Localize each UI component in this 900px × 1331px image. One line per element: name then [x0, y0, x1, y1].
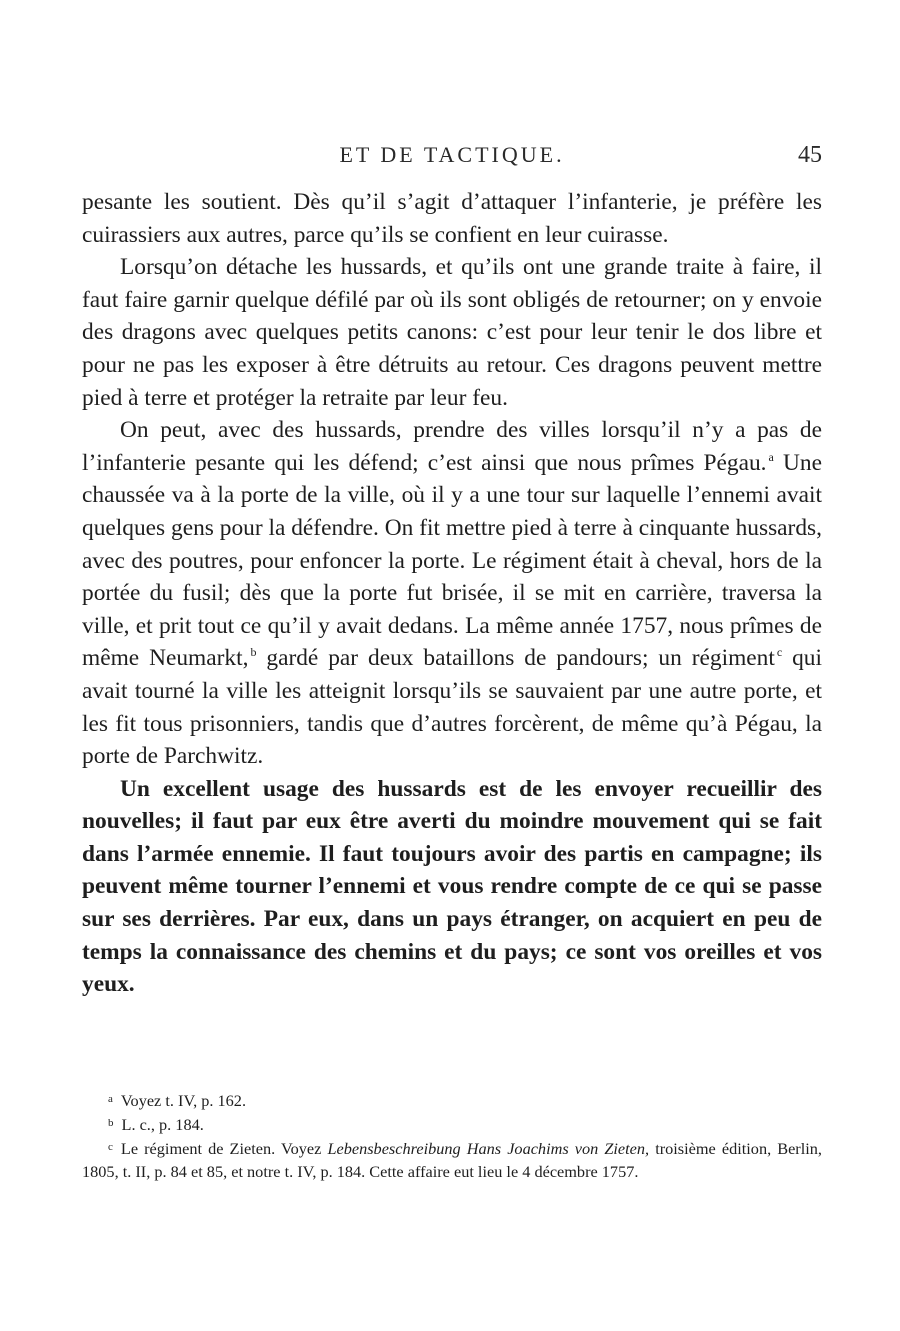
footnote-text: Voyez t. IV, p. 162.: [120, 1091, 247, 1110]
paragraph-text: Un excellent usage des hussards est de les envoyer recueillir des nouvelles; il faut par eux être averti du moindre mouvement qui se fait dans l’armée ennemie. Il faut toujours avoir des partis en campagne; ils peuvent même tourner l’ennemi et vous rendre compte de ce qui se passe sur ses derrières. Par eux, dans un pays étranger, on acquiert en peu de temps la connaissance des chemins et du pays; ce sont vos oreilles et vos yeux.: [82, 775, 822, 998]
paragraph-text: qui avait tourné la ville les atteignit lorsqu’ils se sauvaient par une autre porte, et les fit tous prisonniers, tandis que d’autres forcèrent, de même qu’à Pégau, la porte de Parchwitz.: [82, 645, 822, 770]
paragraph-text: gardé par deux bataillons de pandours; un régiment: [256, 645, 775, 672]
paragraph-text: On peut, avec des hussards, prendre des villes lorsqu’il n’y a pas de l’infanterie pesante qui les défend; c’est ainsi que nous prîmes Pégau.: [82, 417, 822, 476]
paragraph-2: [82, 251, 822, 414]
footnote-c: [82, 1136, 822, 1183]
footnote-mark: b: [108, 1117, 114, 1129]
footnote-text: L. c., p. 184.: [121, 1115, 204, 1134]
paragraph-3: [82, 414, 822, 773]
footnote-b: [82, 1112, 822, 1136]
footnote-mark: a: [108, 1093, 113, 1105]
page-number: 45: [798, 142, 822, 168]
footnote-book-title: Lebensbeschreibung Hans Joachims von Zieten,: [327, 1139, 650, 1158]
footnote-ref-b[interactable]: b: [250, 645, 257, 660]
footnote-text: Le régiment de Zieten. Voyez: [120, 1139, 328, 1158]
paragraph-text: Une chaussée va à la porte de la ville, où il y a une tour sur laquelle l’ennemi avait quelques gens pour la défendre. On fit mettre pied à terre à cinquante hussards, avec des poutres, pour enfoncer la porte. Le régiment était à cheval, hors de la portée du fusil; dès que la porte fut brisée, il se mit en carrière, traversa la ville, et prit tout ce qu’il y avait dedans. La même année 1757, nous prîmes de même Neumarkt,: [82, 449, 822, 672]
running-head: [82, 142, 822, 178]
footnote-ref-c[interactable]: c: [776, 645, 783, 660]
footnote-ref-a[interactable]: a: [768, 449, 774, 464]
footnote-mark: c: [108, 1141, 113, 1153]
paragraph-1: [82, 186, 822, 251]
paragraph-text: pesante les soutient. Dès qu’il s’agit d’attaquer l’infanterie, je préfère les cuirassiers aux autres, parce qu’ils se confient en leur cuirasse.: [82, 189, 822, 248]
running-title: ET DE TACTIQUE.: [339, 142, 565, 167]
footnote-a: [82, 1088, 822, 1112]
footnotes: [82, 1088, 822, 1183]
paragraph-4: [82, 773, 822, 1001]
paragraph-text: Lorsqu’on détache les hussards, et qu’ils ont une grande traite à faire, il faut faire garnir quelque défilé par où ils sont obligés de retourner; on y envoie des dragons avec quelques petits canons: c’est pour leur tenir le dos libre et pour ne pas les exposer à être détruits au retour. Ces dragons peuvent mettre pied à terre et protéger la retraite par leur feu.: [82, 254, 822, 411]
footnote-text: troisième édition, Berlin, 1805, t. II, p. 84 et 85, et notre t. IV, p. 184. Cette affaire eut lieu le 4 décembre 1757.: [82, 1139, 822, 1181]
body-text: [82, 186, 822, 1001]
